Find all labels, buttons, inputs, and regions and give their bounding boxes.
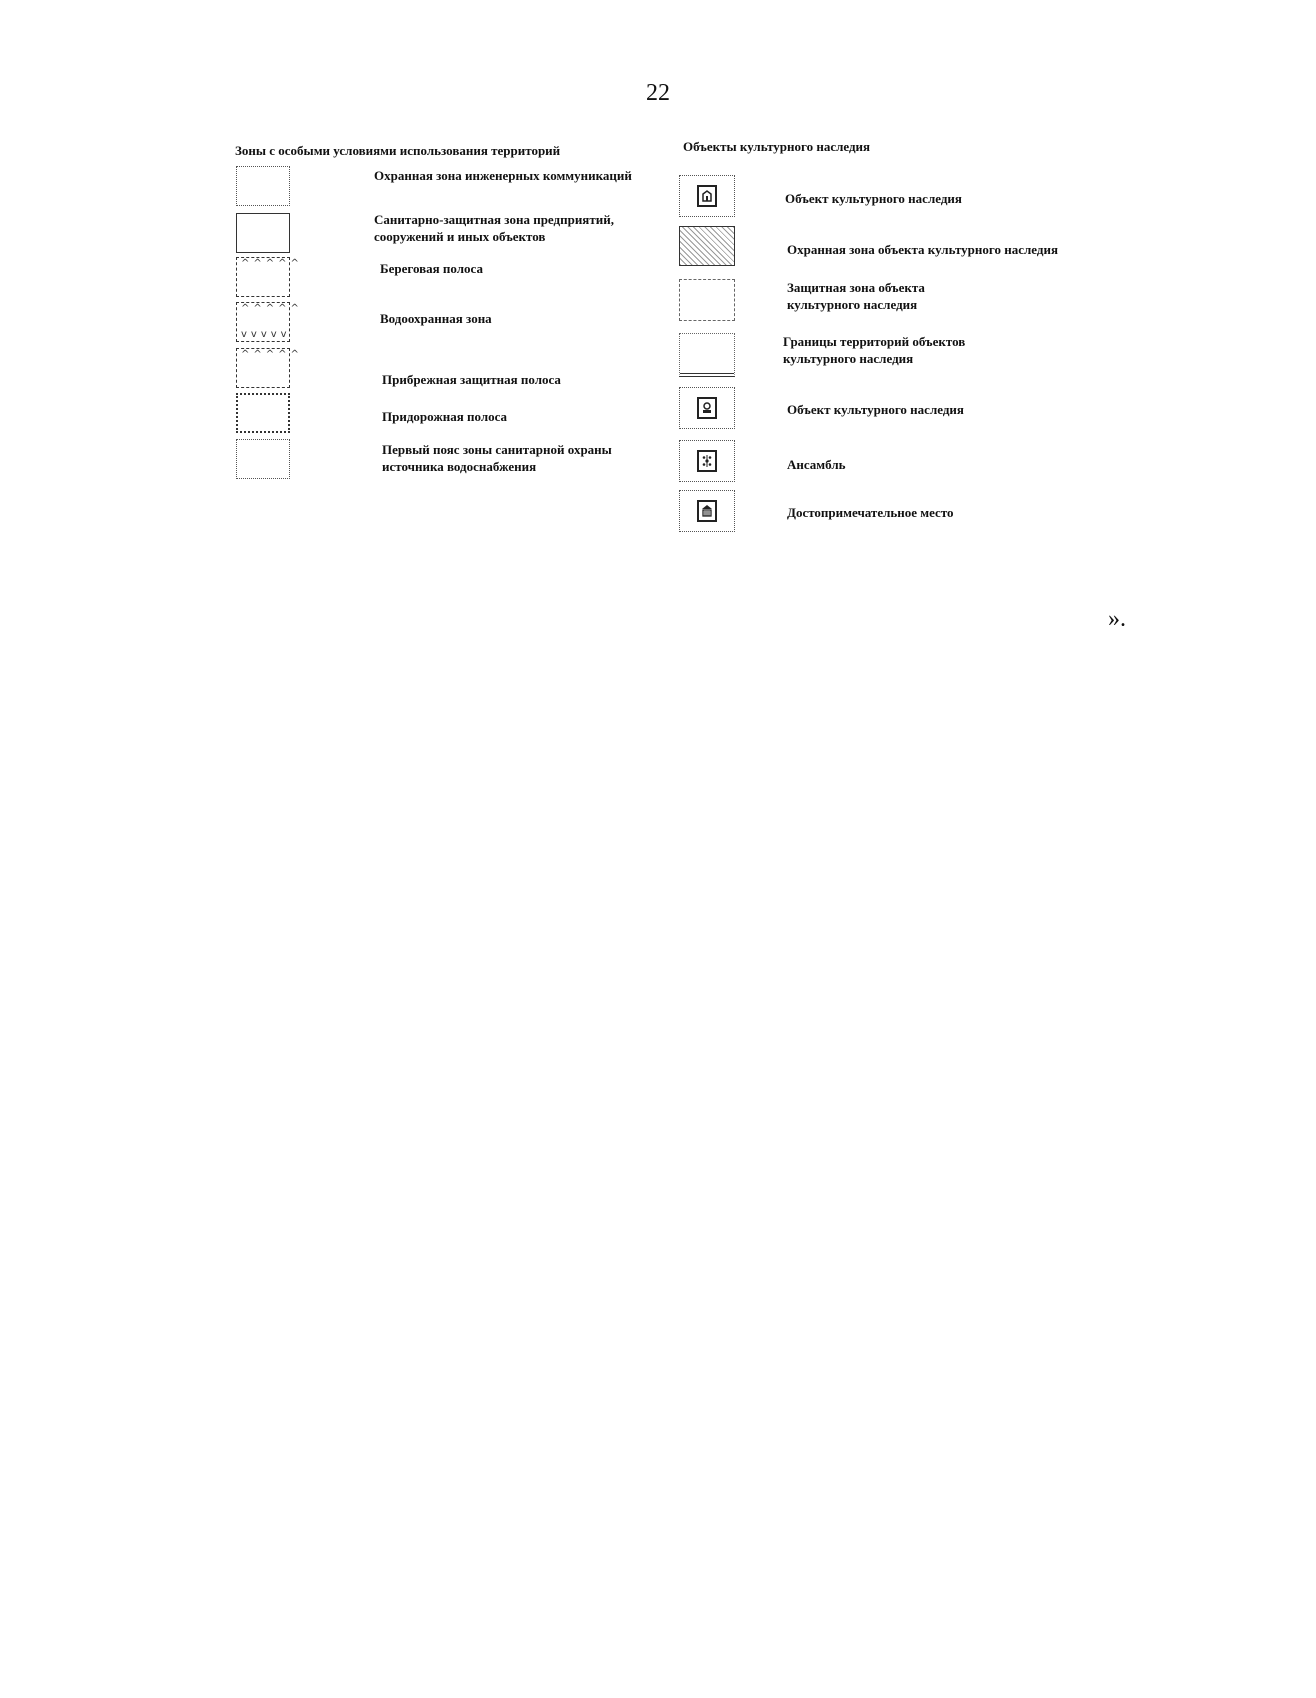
sanitary-zone-swatch-icon [236, 213, 290, 253]
legend-label: Охранная зона инженерных коммуникаций [374, 167, 632, 183]
legend-item-water-protection-zone [236, 302, 492, 342]
legend-label: Ансамбль [787, 456, 846, 472]
legend-item-engineering-zone [236, 166, 632, 206]
landmark-place-swatch [679, 490, 735, 532]
legend-label: Объект культурного наследия [785, 190, 962, 206]
legend-item-roadside-strip [236, 393, 507, 433]
ensemble-icon [697, 450, 717, 472]
legend-label: Первый пояс зоны санитарной охраны источника водоснабжения [382, 442, 612, 474]
heritage-object-icon [697, 185, 717, 207]
legend-label: Охранная зона объекта культурного наследия [787, 241, 1058, 257]
water-protection-zone-swatch-icon: ^^^^^ vvvvv [236, 302, 290, 342]
legend-item-shore-strip [236, 257, 483, 297]
legend-item-sanitary-zone [236, 213, 614, 253]
legend-label: Прибрежная защитная полоса [382, 371, 561, 387]
legend-label: Защитная зона объекта культурного наследия [787, 280, 925, 312]
territory-border-swatch-icon [679, 333, 735, 377]
heritage-object-swatch [679, 175, 735, 217]
legend-item-ensemble [679, 440, 846, 482]
legend-item-heritage-object-2 [679, 387, 964, 429]
dashed-zone-swatch-icon [679, 279, 735, 321]
legend-label: Санитарно-защитная зона предприятий, сооружений и иных объектов [374, 212, 614, 244]
legend-label: Достопримечательное место [787, 504, 954, 520]
legend-label: Объект культурного наследия [787, 401, 964, 417]
legend-label: Водоохранная зона [380, 310, 492, 326]
sanitary-protection-belt-swatch-icon [236, 439, 290, 479]
legend-label: Придорожная полоса [382, 408, 508, 424]
landmark-icon [697, 500, 717, 522]
legend-item-coastal-protective-strip [236, 348, 561, 388]
legend-item-landmark-place [679, 490, 954, 532]
legend-item-heritage-object [679, 175, 962, 217]
heritage-object-2-swatch [679, 387, 735, 429]
shore-strip-swatch-icon: ^^^^^ [236, 257, 290, 297]
heritage-monument-icon [697, 397, 717, 419]
legend-label: Границы территорий объектов культурного наследия [783, 334, 966, 366]
ensemble-swatch [679, 440, 735, 482]
closing-quote: ». [1108, 606, 1126, 632]
left-legend-title: Зоны с особыми условиями использования территорий [235, 143, 561, 158]
right-legend-title: Объекты культурного наследия [683, 139, 871, 154]
legend-item-heritage-territory-borders [679, 333, 965, 377]
legend-item-heritage-defense-zone [679, 279, 925, 321]
coastal-protective-strip-swatch-icon: ^^^^^ [236, 348, 290, 388]
legend-item-heritage-protection-zone [679, 226, 1058, 266]
legend-label: Береговая полоса [380, 260, 483, 276]
page-number: 22 [646, 80, 670, 106]
hatched-zone-swatch-icon [679, 226, 735, 266]
engineering-zone-swatch-icon [236, 166, 290, 206]
legend-item-sanitary-protection-belt [236, 439, 612, 479]
roadside-strip-swatch-icon [236, 393, 290, 433]
